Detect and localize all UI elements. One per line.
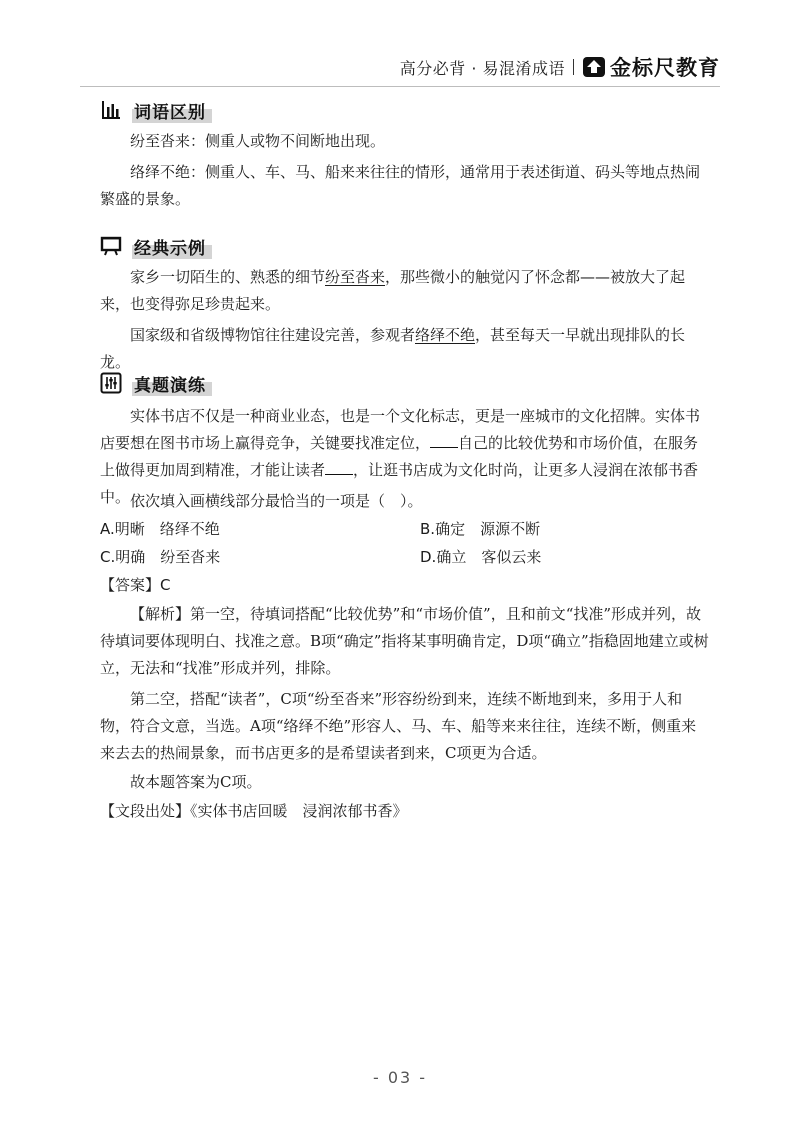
idiom-underlined: 络绎不绝 xyxy=(415,326,476,344)
section-title: 真题演练 xyxy=(132,371,212,396)
analysis-paragraph: 第二空，搭配“读者”，C项“纷至沓来”形容纷纷到来，连续不断地到来，多用于人和物，符合文意，当选。A项“络绎不绝”形容人、马、车、船等来来往往，连续不断，侧重来来去去的热闹景象，而书店更多的是希望读者到来，C项更为合适。 xyxy=(100,690,697,762)
definition-line: 络绎不绝：侧重人、车、马、船来来往往的情形，通常用于表述街道、码头等地点热闹繁盛的景象。 xyxy=(100,163,701,208)
option-a: A.明晰 络绎不绝 xyxy=(100,520,220,538)
question-prompt: 依次填入画横线部分最恰当的一项是（ ）。 xyxy=(130,492,423,510)
option-b: B.确定 源源不断 xyxy=(420,520,541,538)
brand-name: 金标尺教育 xyxy=(610,56,720,80)
option-d: D.确立 客似云来 xyxy=(420,548,542,566)
header-rule xyxy=(80,86,720,87)
section-title: 经典示例 xyxy=(132,234,212,259)
section-title: 词语区别 xyxy=(132,98,212,123)
bar-chart-icon xyxy=(100,99,122,121)
option-c: C.明确 纷至沓来 xyxy=(100,548,221,566)
question-stem: 实体书店不仅是一种商业业态，也是一个文化标志，更是一座城市的文化招牌。实体书店要想在图书市场上赢得竞争，关键要找准定位， 自己的比较优势和市场价值，在服务上做得更加周到精准，才能让读者 ，让逛书店成为文化时尚，让更多人浸润在浓郁书香中。 xyxy=(100,407,701,506)
section-heading-examples xyxy=(100,232,212,260)
answer-line: 【答案】C xyxy=(100,576,171,594)
brand-logo xyxy=(582,52,720,82)
source-line: 【文段出处】《实体书店回暖 浸润浓郁书香》 xyxy=(100,802,408,820)
equalizer-icon xyxy=(100,372,122,394)
brand-logo-icon xyxy=(582,56,606,78)
section-heading-difference xyxy=(100,96,212,124)
page-number: - 03 - xyxy=(372,1068,428,1087)
presentation-board-icon xyxy=(100,235,122,257)
analysis-conclusion: 故本题答案为C项。 xyxy=(130,773,262,791)
source-title: 《实体书店回暖 浸润浓郁书香》 xyxy=(190,802,408,820)
section-heading-practice xyxy=(100,369,212,397)
idiom-underlined: 纷至沓来 xyxy=(325,268,386,286)
page-header xyxy=(400,50,720,84)
analysis-paragraph: 【解析】第一空，待填词搭配“比较优势”和“市场价值”，且和前文“找准”形成并列，故待填词要体现明白、找准之意。B项“确定”指将某事明确肯定，D项“确立”指稳固地建立或树立，无法和“找准”形成并列，排除。 xyxy=(100,605,709,677)
header-title: 高分必背 · 易混淆成语 xyxy=(399,58,565,78)
header-divider xyxy=(573,59,574,75)
answer-value: C xyxy=(160,576,171,594)
definition-line: 纷至沓来：侧重人或物不间断地出现。 xyxy=(130,132,386,150)
fill-blank xyxy=(325,460,353,475)
example-sentence: 家乡一切陌生的、熟悉的细节纷至沓来，那些微小的触觉闪了怀念都——被放大了起来，也变得弥足珍贵起来。 xyxy=(100,268,686,313)
fill-blank xyxy=(430,433,458,448)
example-sentence: 国家级和省级博物馆往往建设完善，参观者络绎不绝，甚至每天一早就出现排队的长龙。 xyxy=(100,326,686,371)
